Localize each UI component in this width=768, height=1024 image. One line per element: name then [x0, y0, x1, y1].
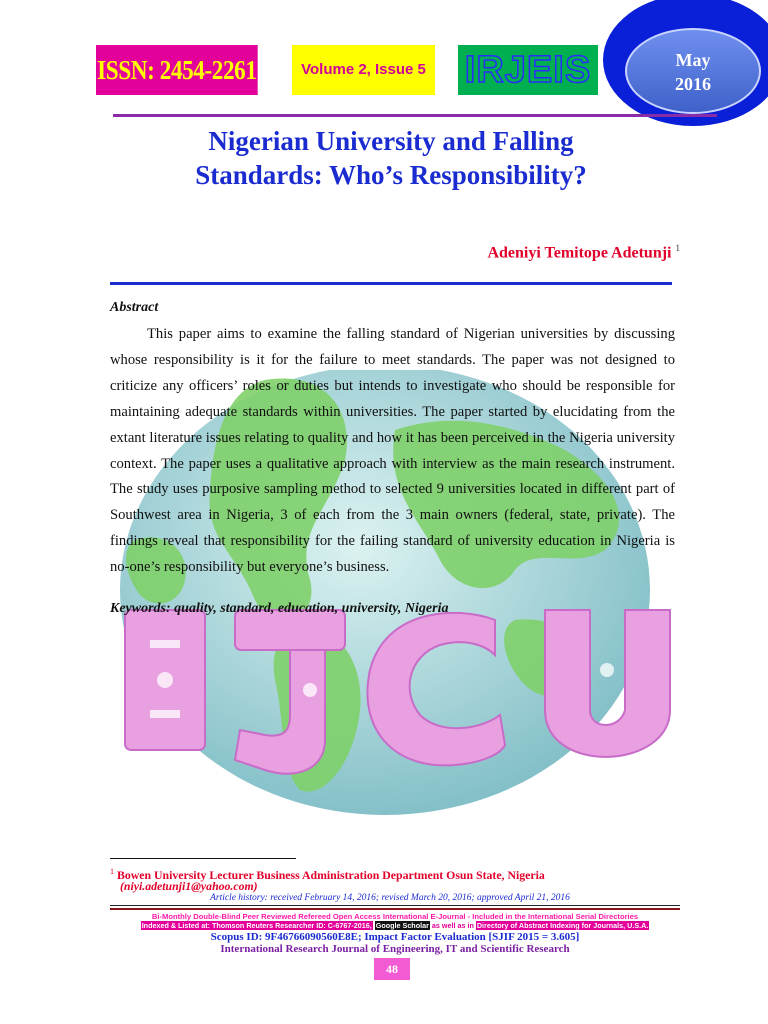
keywords: Keywords: quality, standard, education, university, Nigeria — [110, 601, 449, 616]
affiliation-text: Bowen University Lecturer Business Administration Department Osun State, Nigeria — [116, 867, 545, 882]
indexing-thomson: Indexed & Listed at: Thomson Reuters Researcher ID: C-6767-2016, — [141, 921, 372, 930]
article-history: Article history: received February 14, 2016; revised March 20, 2016; approved April 21, 2016 — [210, 893, 570, 903]
issue-year: 2016 — [675, 74, 711, 94]
issue-month: May — [675, 50, 711, 70]
author-name — [420, 243, 680, 262]
abstract-body: This paper aims to examine the falling standard of Nigerian universities by discussing whose responsibility is it for the failure to meet standards. The paper was not designed to criticize any officers’ roles or duties but intends to investigate who should be responsible for maintaining adequate standards within universities. The paper started by elucidating from the extant literature issues relating to quality and how it has been perceived in the Nigeria university context. The paper uses a qualitative approach with interview as the main research instrument. The study uses purposive sampling method to selected 9 universities located in different part of Southwest area in Nigeria, 3 of each from the 3 main owners (federal, state, private). The findings reveal that responsibility for the failing standard of university education in Nigeria is no-one’s responsibility but everyone’s business. — [110, 326, 675, 576]
header-divider — [113, 114, 717, 117]
indexing-as-well-as: as well as in — [431, 921, 474, 930]
footer-journal-type: Bi-Monthly Double-Blind Peer Reviewed Refereed Open Access International E-Journal - Included in the International Serial Directories — [151, 912, 639, 921]
page-number: 48 — [374, 958, 410, 980]
author-text: Adeniyi Temitope Adetunji — [487, 244, 672, 262]
footnote-mark: 1 — [110, 867, 114, 876]
title-divider — [110, 282, 672, 285]
footer-divider-thick — [110, 908, 680, 910]
date-oval-inner — [625, 28, 761, 114]
title-line-1: Nigerian University and Falling — [208, 126, 574, 156]
footnote-divider — [110, 858, 296, 859]
paper-title — [110, 124, 672, 192]
indexing-directory: Directory of Abstract Indexing for Journals, U.S.A. — [476, 921, 649, 930]
volume-issue-badge: Volume 2, Issue 5 — [292, 45, 435, 95]
footer-indexing — [110, 921, 680, 930]
indexing-google-scholar: Google Scholar — [375, 921, 429, 930]
author-footnote-mark: 1 — [675, 243, 680, 253]
footer-scopus-impact: Scopus ID: 9F46766090560E8E; Impact Factor Evaluation [SJIF 2015 = 3.605] — [210, 931, 580, 943]
issn-badge: ISSN: 2454-2261 — [96, 45, 258, 95]
journal-logo: IRJEIS — [458, 45, 598, 95]
abstract-heading: Abstract — [110, 300, 159, 315]
footnote-email: (niyi.adetunji1@yahoo.com) — [120, 879, 258, 893]
footer-divider-thin — [110, 905, 680, 906]
title-line-2: Standards: Who’s Responsibility? — [195, 160, 587, 190]
footer-journal-name: International Research Journal of Engineering, IT and Scientific Research — [220, 943, 570, 955]
